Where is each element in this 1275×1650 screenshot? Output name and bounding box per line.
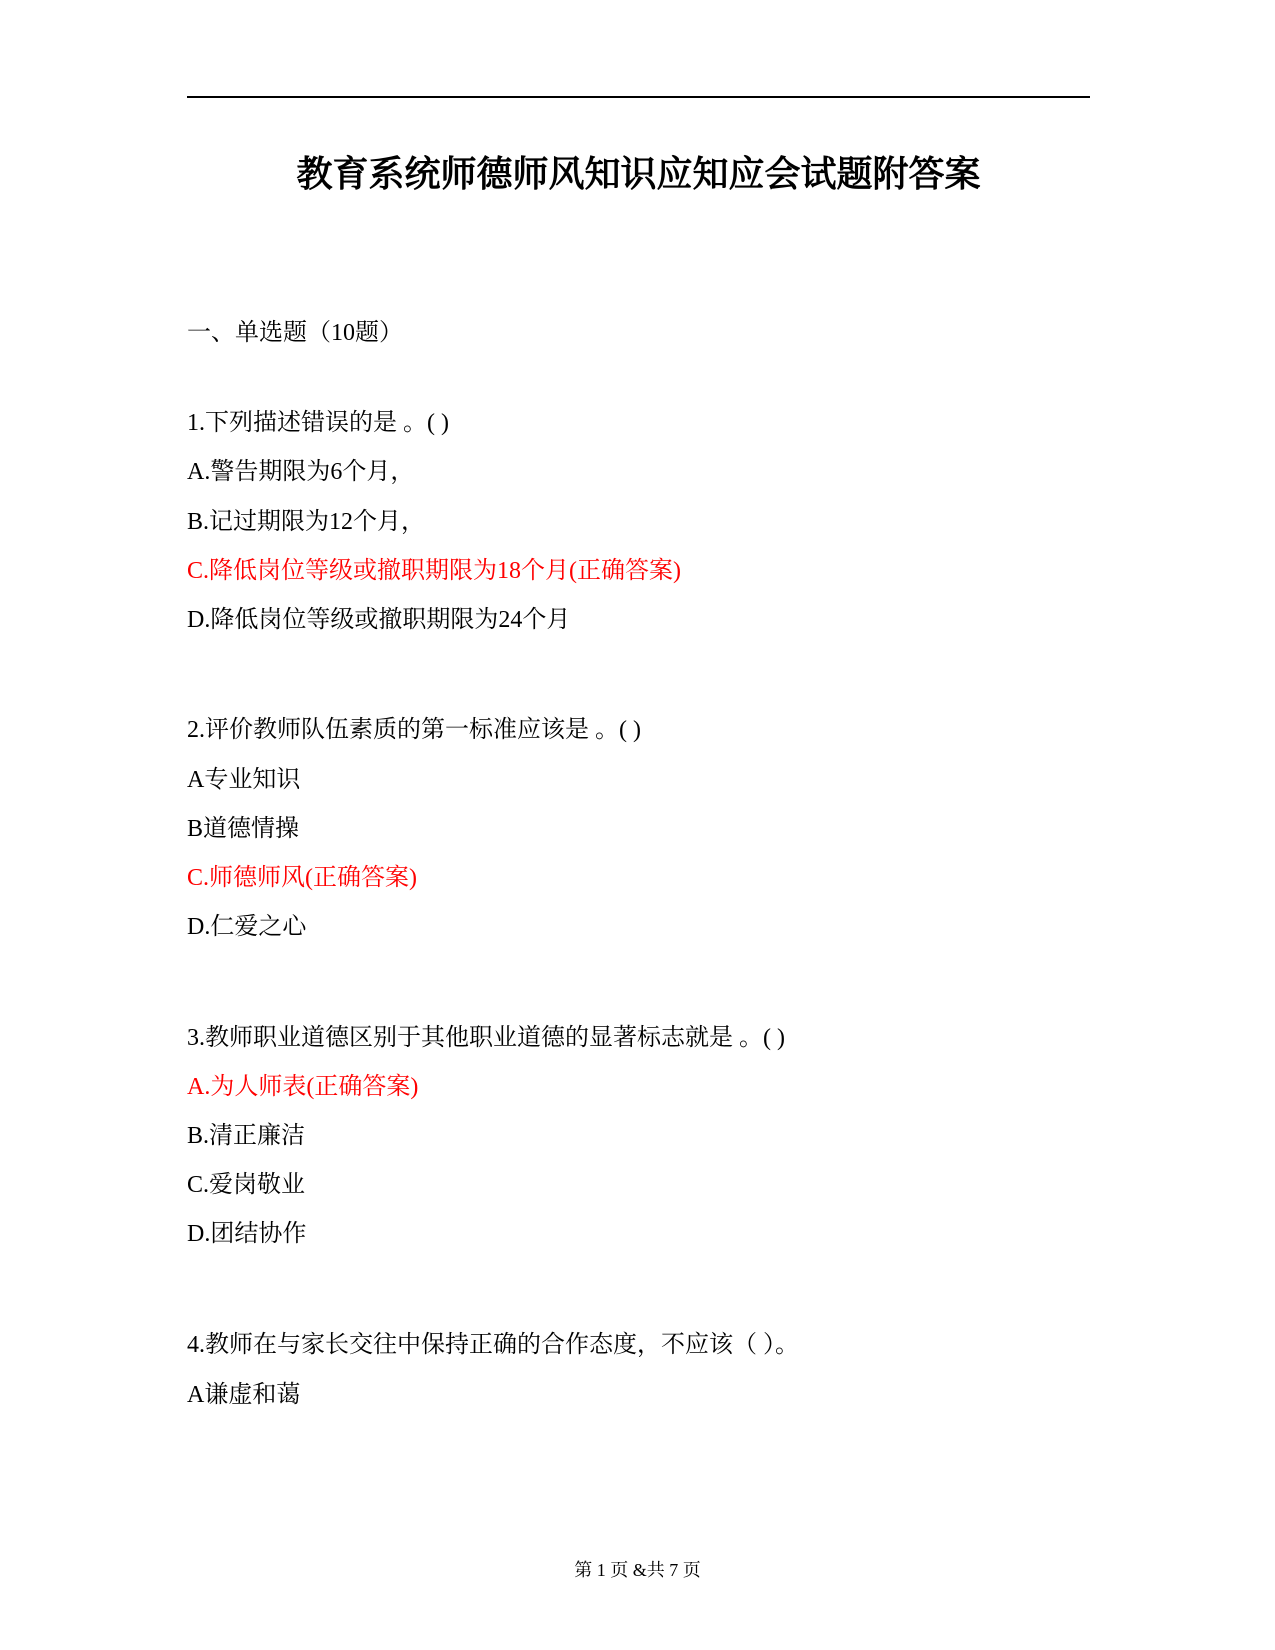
option-correct: C.降低岗位等级或撤职期限为18个月(正确答案) xyxy=(187,558,681,584)
option: B道德情操 xyxy=(187,816,300,842)
top-rule xyxy=(187,96,1090,98)
option: A.警告期限为6个月， xyxy=(187,459,415,485)
question-stem: 4.教师在与家长交往中保持正确的合作态度，不应该（ ）。 xyxy=(187,1332,799,1358)
option: D.降低岗位等级或撤职期限为24个月 xyxy=(187,607,571,633)
document-title: 教育系统师德师风知识应知应会试题附答案 xyxy=(296,154,981,194)
section-heading: 一、单选题（10题） xyxy=(187,320,403,346)
option: C.爱岗敬业 xyxy=(187,1172,306,1198)
option: D.仁爱之心 xyxy=(187,914,307,940)
option-correct: A.为人师表(正确答案) xyxy=(187,1074,419,1100)
question-stem: 1.下列描述错误的是 。( ) xyxy=(187,410,449,436)
option: D.团结协作 xyxy=(187,1221,307,1247)
option: A谦虚和蔼 xyxy=(187,1382,301,1408)
option: B.记过期限为12个月， xyxy=(187,509,426,535)
option: B.清正廉洁 xyxy=(187,1123,306,1149)
page-footer: 第 1 页 &共 7 页 xyxy=(574,1560,701,1580)
option: A专业知识 xyxy=(187,767,301,793)
question-stem: 2.评价教师队伍素质的第一标准应该是 。( ) xyxy=(187,717,641,743)
option-correct: C.师德师风(正确答案) xyxy=(187,865,417,891)
question-stem: 3.教师职业道德区别于其他职业道德的显著标志就是 。( ) xyxy=(187,1025,785,1051)
